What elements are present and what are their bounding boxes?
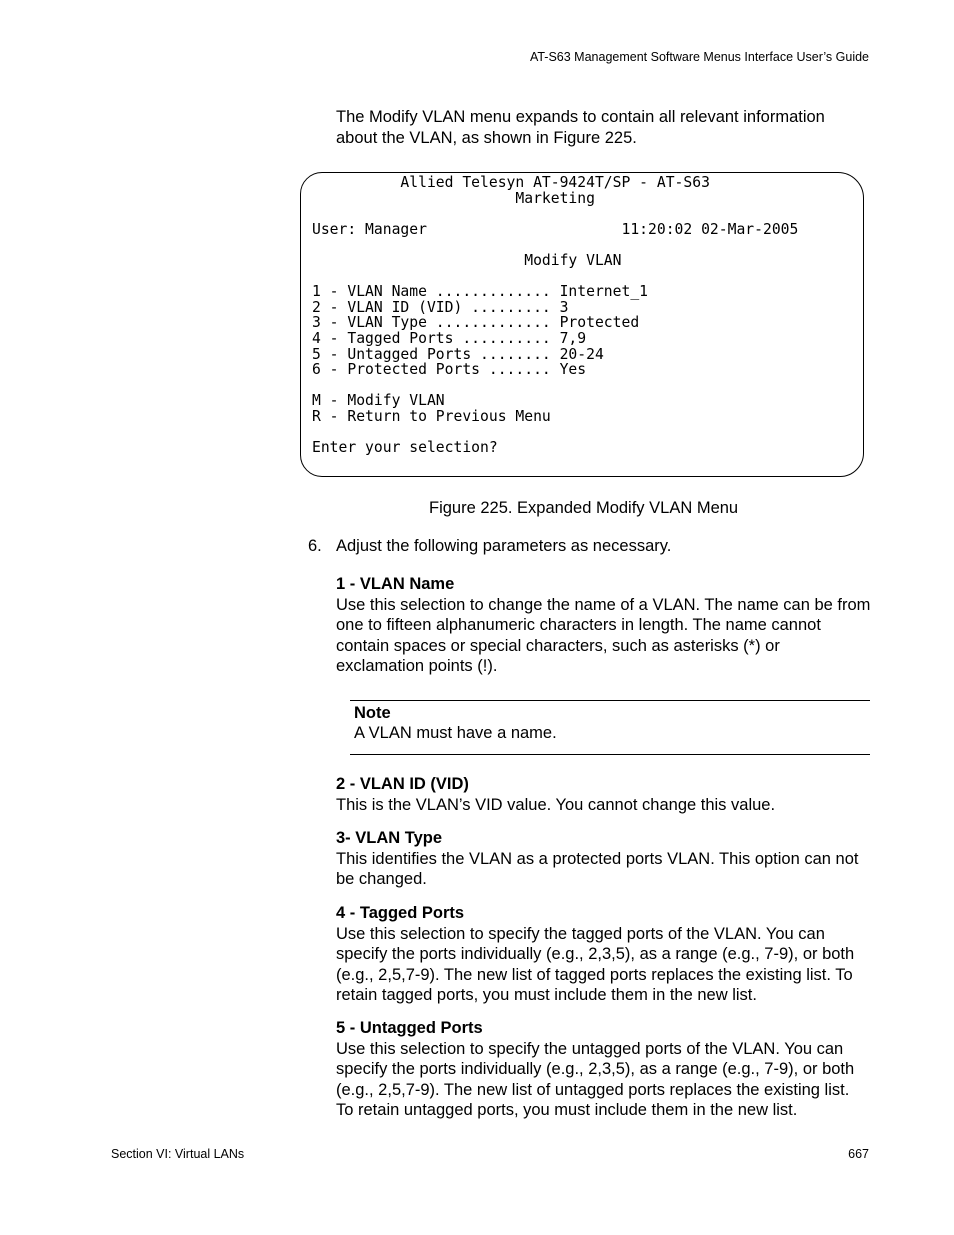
console-line: Allied Telesyn AT-9424T/SP - AT-S63: [312, 174, 710, 191]
console-line: 2 - VLAN ID (VID) ......... 3: [312, 298, 569, 316]
param-tagged-ports: [336, 903, 871, 1006]
param-vlan-name: [336, 574, 871, 677]
param-vlan-type: [336, 828, 871, 890]
param-title: 2 - VLAN ID (VID): [336, 775, 469, 793]
intro-paragraph: The Modify VLAN menu expands to contain all relevant information about the VLAN, as shown in Figure 225.: [336, 108, 825, 147]
figure-caption: Figure 225. Expanded Modify VLAN Menu: [429, 499, 739, 517]
param-body: This identifies the VLAN as a protected ports VLAN. This option can not be changed.: [336, 849, 859, 888]
console-line: R - Return to Previous Menu: [312, 407, 551, 425]
console-line: Marketing: [312, 189, 595, 207]
console-screen: [300, 172, 864, 477]
console-line: 6 - Protected Ports ....... Yes: [312, 361, 587, 379]
note-title: Note: [354, 704, 391, 722]
footer-section: Section VI: Virtual LANs: [111, 1147, 245, 1161]
console-line: User: Manager 11:20:02 02-Mar-2005: [312, 220, 799, 238]
page-number: 667: [848, 1147, 869, 1161]
param-body: Use this selection to specify the tagged ports of the VLAN. You can specify the ports individually (e.g., 2,3,5), as a range (e.g., 7-9), or both (e.g., 2,5,7-9). The new list of tagged ports replaces the existing list. To retain tagged ports, you must include them in the new list.: [336, 924, 855, 1004]
param-title: 1 - VLAN Name: [336, 575, 455, 593]
param-title: 3- VLAN Type: [336, 829, 443, 847]
note-text: A VLAN must have a name.: [354, 724, 557, 742]
param-body: Use this selection to specify the untagged ports of the VLAN. You can specify the ports individually (e.g., 2,3,5), as a range (e.g., 7-9), or both (e.g., 2,5,7-9). The new list of untagged ports replaces the existing list. To retain untagged ports, you must include them in the new list.: [336, 1039, 855, 1119]
step-text: Adjust the following parameters as necessary.: [336, 537, 672, 555]
console-line: 3 - VLAN Type ............. Protected: [312, 314, 640, 332]
step-number: 6.: [308, 537, 322, 555]
console-text: [312, 175, 798, 456]
console-line: M - Modify VLAN: [312, 392, 445, 410]
console-line: 1 - VLAN Name ............. Internet_1: [312, 283, 649, 301]
console-line: 4 - Tagged Ports .......... 7,9: [312, 329, 587, 347]
param-title: 4 - Tagged Ports: [336, 904, 465, 922]
console-line: Enter your selection?: [312, 439, 498, 457]
param-vlan-id: [336, 774, 871, 815]
param-title: 5 - Untagged Ports: [336, 1019, 483, 1037]
param-body: Use this selection to change the name of a VLAN. The name can be from one to fifteen alphanumeric characters in length. The name cannot contain spaces or special characters, such as asterisks (*) or exclamation points (!).: [336, 595, 871, 675]
console-line: 5 - Untagged Ports ........ 20-24: [312, 345, 604, 363]
console-line: Modify VLAN: [312, 251, 622, 269]
param-untagged-ports: [336, 1018, 871, 1121]
param-body: This is the VLAN’s VID value. You cannot change this value.: [336, 795, 776, 814]
running-header: AT-S63 Management Software Menus Interface User’s Guide: [529, 50, 869, 64]
